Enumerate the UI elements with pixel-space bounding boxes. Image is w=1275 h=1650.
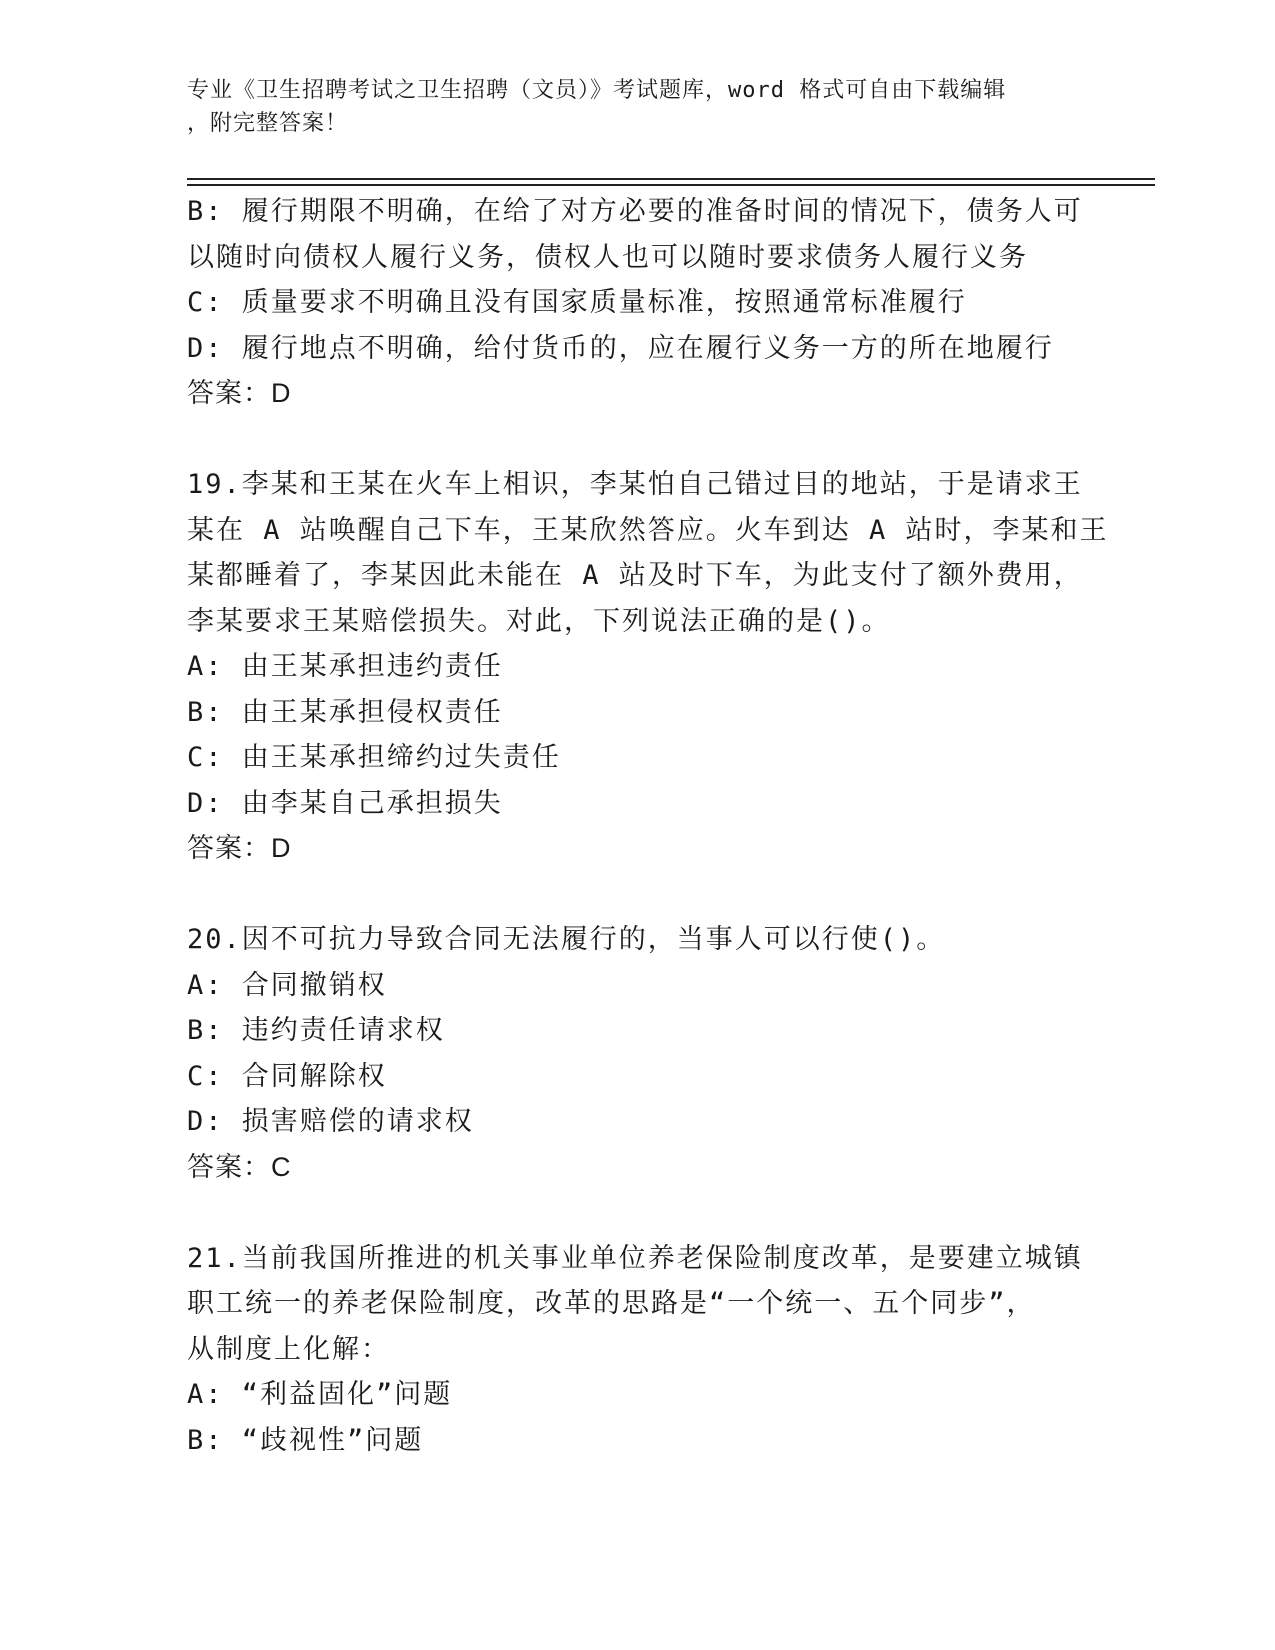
question-20 [187,917,1087,1190]
spacer [187,417,1087,463]
question-21 [187,1236,1087,1464]
option-c: C: 合同解除权 [187,1060,387,1092]
question-stem-line: 某在 A 站唤醒自己下车，王某欣然答应。火车到达 A 站时，李某和王 [187,514,1109,546]
question-stem-line: 从制度上化解： [187,1333,390,1365]
option-d: D: 由李某自己承担损失 [187,787,503,819]
option-a: A: “利益固化”问题 [187,1379,453,1410]
question-19 [187,462,1109,872]
option-c: C: 由王某承担缔约过失责任 [187,742,561,773]
spacer [187,1190,1087,1236]
question-stem: 20.因不可抗力导致合同无法履行的，当事人可以行使()。 [187,924,946,955]
question-content [187,189,1109,1463]
spacer [187,872,1087,918]
question-stem-line: 19.李某和王某在火车上相识，李某怕自己错过目的地站，于是请求王 [187,469,1083,500]
option-b-line-1: B: 履行期限不明确，在给了对方必要的准备时间的情况下，债务人可 [187,196,1083,227]
option-b: B: “歧视性”问题 [187,1424,424,1456]
option-a: A: 由王某承担违约责任 [187,651,503,682]
option-b: B: 违约责任请求权 [187,1015,445,1046]
option-b: B: 由王某承担侵权责任 [187,696,503,728]
question-stem-line: 职工统一的养老保险制度，改革的思路是“一个统一、五个同步”， [187,1288,1036,1319]
option-a: A: 合同撤销权 [187,969,387,1001]
question-stem-line: 某都睡着了，李某因此未能在 A 站及时下车，为此支付了额外费用， [187,560,1083,591]
answer: 答案：D [187,833,292,863]
document-header [187,74,1087,140]
answer: 答案：D [187,378,292,408]
option-d: D: 履行地点不明确，给付货币的，应在履行义务一方的所在地履行 [187,332,1054,364]
question-stem-line: 李某要求王某赔偿损失。对此，下列说法正确的是()。 [187,605,891,637]
header-line-2: ，附完整答案！ [187,111,349,136]
header-rule-top [187,178,1155,180]
option-d: D: 损害赔偿的请求权 [187,1106,474,1137]
question-stem-line: 21.当前我国所推进的机关事业单位养老保险制度改革，是要建立城镇 [187,1242,1083,1274]
option-c: C: 质量要求不明确且没有国家质量标准，按照通常标准履行 [187,287,967,318]
option-b-line-2: 以随时向债权人履行义务，债权人也可以随时要求债务人履行义务 [187,241,1028,273]
answer: 答案：C [187,1151,292,1182]
header-line-1: 专业《卫生招聘考试之卫生招聘（文员）》考试题库，word 格式可自由下载编辑 [187,78,1007,103]
question-18 [187,189,1087,417]
header-rule-bottom [187,184,1155,186]
